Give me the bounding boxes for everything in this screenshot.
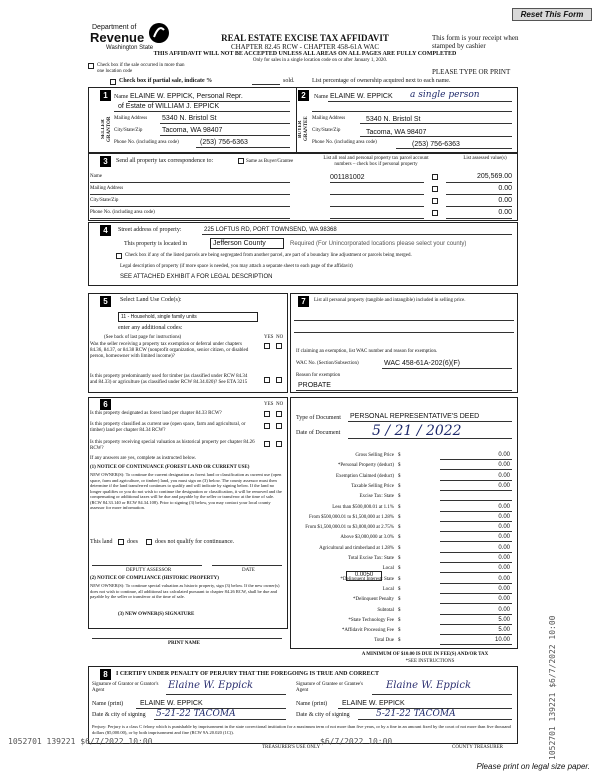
tax-row-label: Above $3,000,000 at 3.0% (340, 535, 394, 541)
seller-city-label: City/State/Zip (114, 128, 143, 133)
multi-location-checkbox[interactable] (88, 63, 94, 69)
reason-label: Reason for exemption (296, 373, 341, 378)
tax-row-value[interactable]: 5.00 (498, 616, 510, 623)
no-header: NO (276, 335, 284, 340)
dollar-sign: $ (398, 453, 401, 458)
pp-line-2 (294, 332, 514, 333)
buyer-city[interactable]: Tacoma, WA 98407 (366, 129, 427, 136)
historic-question: Is this property receiving special valuation as historical property per chapter 84.26 RCW? (90, 440, 255, 451)
tax-row-line (440, 603, 512, 604)
tax-row-value[interactable]: 0.00 (498, 462, 510, 469)
assessed-value[interactable]: 0.00 (498, 197, 512, 204)
send-correspondence-label: Send all property tax correspondence to: (116, 158, 214, 164)
tax-row-value[interactable]: 5.00 (498, 627, 510, 634)
seller-mail[interactable]: 5340 N. Bristol St (162, 115, 217, 122)
historic-no-checkbox[interactable] (276, 441, 282, 447)
tax-row-value[interactable]: 0.00 (498, 596, 510, 603)
deputy-date-line (212, 565, 282, 566)
seller-side-label: SELLER GRANTOR (101, 116, 112, 142)
tax-row-line (440, 562, 512, 563)
exemption-no-checkbox[interactable] (276, 343, 282, 349)
seller-mail-label: Mailing Address (114, 116, 148, 121)
tax-row-label: Local (382, 566, 394, 572)
dollar-sign: $ (398, 607, 401, 613)
treasurer-use-label: TREASURER'S USE ONLY (262, 745, 321, 750)
tax-row-line (440, 469, 512, 470)
street-address[interactable]: 225 LOFTUS RD, PORT TOWNSEND, WA 98368 (204, 227, 337, 233)
buyer-phone[interactable]: (253) 756-6363 (412, 141, 460, 148)
personal-property-checkbox[interactable] (432, 186, 438, 192)
partial-sale-label: Check box if partial sale, indicate % (119, 78, 213, 84)
street-label: Street address of property: (118, 227, 182, 233)
tax-row-line (440, 459, 512, 460)
grantor-name-label: Name (print) (92, 701, 124, 707)
tax-row-label: Excise Tax: State (359, 494, 394, 500)
local-rate-value[interactable]: 0.0050 (346, 571, 382, 581)
receipt-note: This form is your receipt when stamped by cashier (432, 34, 519, 50)
dor-logo-icon (148, 22, 170, 44)
assessed-value[interactable]: 0.00 (498, 185, 512, 192)
seller-name2-line (114, 111, 290, 112)
tax-row-value[interactable]: 0.00 (498, 585, 510, 592)
tax-row-line (440, 531, 512, 532)
tax-row-label: Taxable Selling Price (351, 483, 394, 489)
tax-row-label: Total Due (374, 638, 394, 644)
section-1-badge: 1 (100, 90, 111, 101)
tax-row-value[interactable]: 0.00 (498, 472, 510, 479)
grantee-name-label: Name (print) (296, 701, 328, 707)
tax-row-line (440, 500, 512, 501)
corr-mail-label: Mailing Address (90, 186, 124, 191)
tax-row-label: *Personal Property (deduct) (337, 463, 394, 469)
tax-row-line (440, 583, 512, 584)
reason-line (296, 390, 512, 391)
tax-row-line (440, 490, 512, 491)
doc-date-value[interactable]: 5 / 21 / 2022 (372, 423, 462, 439)
buyer-name-hand: a single person (410, 90, 480, 100)
corr-city-line (90, 206, 290, 207)
recording-stamp-left: 1052701 139221 $6/7/2022 10:00 (8, 737, 153, 746)
land-use-label: Select Land Use Code(s): (120, 297, 182, 303)
doc-date-label: Date of Document (296, 430, 341, 436)
grantee-date-city-label: Date & city of signing (296, 712, 350, 718)
corr-name-label: Name (90, 174, 102, 179)
seller-mail-line (160, 123, 290, 124)
grantee-name-print[interactable]: ELAINE W. EPPICK (342, 700, 405, 707)
notice-compliance-text: NEW OWNER(S): To continue special valuation as historic property, sign (3) below. If the new owner(s) does not wish to continue, all additional tax calculated pursuant to chapter 84.26 RCW, shall be due and payable by the seller or transferor at the time of sale. (90, 583, 280, 599)
segregated-note: Check box if any of the listed parcels are being segregated from another parcel, are part of a boundary line adjustment or parcels being merged. (125, 253, 412, 258)
section-7-badge: 7 (298, 296, 309, 307)
recording-stamp-right: 1052701 139221 $6/7/2022 10:00 (548, 615, 557, 760)
forest-yes-checkbox[interactable] (264, 411, 270, 417)
seller-phone[interactable]: (253) 756-6363 (200, 139, 248, 146)
tax-row-label: *Delinquent Interest: State (340, 576, 394, 582)
buyer-phone-label: Phone No. (including area code) (312, 140, 377, 145)
personal-property-checkbox[interactable] (432, 174, 438, 180)
type-note: PLEASE TYPE OR PRINT (432, 68, 511, 76)
historic-yes-checkbox[interactable] (264, 441, 270, 447)
same-as-buyer-checkbox[interactable] (238, 158, 244, 164)
does-not-checkbox[interactable] (146, 539, 152, 545)
dollar-sign: $ (398, 545, 401, 551)
tax-row-value[interactable]: 0.00 (498, 534, 510, 541)
personal-property-list-label: List all personal property (tangible and intangible) included in selling price. (314, 298, 466, 303)
buyer-mail[interactable]: 5340 N. Bristol St (366, 116, 421, 123)
new-owner-sig-line (92, 638, 282, 639)
partial-sale-checkbox[interactable] (110, 79, 116, 85)
form-title: REAL ESTATE EXCISE TAX AFFIDAVIT (221, 33, 389, 43)
tax-row-value[interactable]: 0.00 (498, 503, 510, 510)
dollar-sign: $ (398, 566, 401, 572)
forest-no-checkbox[interactable] (276, 411, 282, 417)
notice-compliance-title: (2) NOTICE OF COMPLIANCE (HISTORIC PROPERTY) (90, 576, 219, 581)
parcel-line (330, 194, 424, 195)
corr-phone-line (90, 218, 290, 219)
tax-row-line (440, 572, 512, 573)
tax-row-line (440, 614, 512, 615)
segregated-checkbox[interactable] (116, 253, 122, 259)
no-header-6: NO (276, 402, 284, 407)
seller-name-label: Name (114, 94, 129, 100)
tax-row-value[interactable]: 0.00 (498, 544, 510, 551)
corr-city-label: City/State/Zip (90, 198, 119, 203)
tax-row-line (440, 634, 512, 635)
claim-exemption-label: If claiming an exemption, list WAC number and reason for exemption. (296, 349, 438, 354)
current-use-question: Is this property classified as current use (open space, farm and agricultural, or timber) land per chapter 84.34 RCW? (90, 422, 246, 433)
parcel-line (330, 218, 424, 219)
yes-header: YES (264, 335, 274, 340)
doc-type-label: Type of Document (296, 415, 341, 421)
section-2-badge: 2 (298, 90, 309, 101)
tax-row-value[interactable]: 0.00 (498, 524, 510, 531)
value-header: List assessed value(s) (463, 156, 507, 161)
perjury-note: Perjury: Perjury is a class C felony which is punishable by imprisonment in the state correctional institution for a maximum term of not more than five years, or by a fine in an amount fixed by the court of not more than five thousand dollars ($5,000.00), or by both imprisonment and fine (RCW 9A.20.020 (1C)). (92, 724, 511, 735)
value-line (446, 218, 512, 219)
value-line (446, 182, 512, 183)
dollar-sign: $ (398, 597, 401, 603)
tax-row-value[interactable]: 0.00 (498, 452, 510, 458)
form-sub-warning: Only for sales in a single location code on or after January 1, 2020. (252, 58, 388, 63)
print-name-label: PRINT NAME (168, 641, 200, 646)
buyer-phone-line (396, 148, 512, 149)
section-5-badge: 5 (100, 296, 111, 307)
tax-row-label: Exemption Claimed (deduct) (335, 473, 394, 479)
exemption-question: Was the seller receiving a property tax exemption or deferral under chapters 84.36, 84.37, or 84.38 RCW (nonprofit organization, senior citizen, or disabled person, homeowner with limited income)? (90, 342, 249, 359)
deputy-assessor-label: DEPUTY ASSESSOR (126, 568, 172, 573)
legal-paper-note: Please print on legal size paper. (476, 762, 590, 771)
sig-grantor-label: Signature of Grantor or Grantor's Agent (92, 682, 159, 693)
dor-logo (90, 24, 180, 54)
tax-row-label: *Delinquent Penalty (353, 597, 394, 603)
legal-note: Legal description of property (if more space is needed, you may attach a separate sheet to each page of the affidavit) (120, 264, 353, 269)
tax-row-value[interactable]: 0.00 (498, 565, 510, 572)
form-warning: THIS AFFIDAVIT WILL NOT BE ACCEPTED UNLESS ALL AREAS ON ALL PAGES ARE FULLY COMPLETED (153, 51, 457, 57)
multi-location-label: Check box if the sale occurred in more than one location code (97, 63, 185, 74)
tax-row-line (440, 644, 512, 645)
buyer-name-line (328, 101, 512, 102)
timber-no-checkbox[interactable] (276, 377, 282, 383)
buyer-name-1[interactable]: ELAINE W. EPPICK (330, 93, 393, 100)
buyer-name2-line (312, 111, 512, 112)
wac-number[interactable]: WAC 458-61A-202(6)(F) (384, 360, 460, 367)
tax-row-value[interactable]: 0.00 (498, 575, 510, 582)
sold-label: sold. (283, 78, 295, 84)
tax-row-value[interactable]: 0.00 (498, 606, 510, 613)
dollar-sign: $ (398, 483, 401, 489)
current-use-yes-checkbox[interactable] (264, 423, 270, 429)
dept-name: Revenue (90, 30, 145, 45)
dollar-sign: $ (398, 638, 401, 644)
seller-phone-label: Phone No. (including area code) (114, 140, 179, 145)
county-treasurer-label: COUNTY TREASURER (452, 745, 503, 750)
section-8-badge: 8 (100, 669, 111, 680)
tax-row-label: Subtotal (377, 607, 394, 613)
notice-continuance-title: (1) NOTICE OF CONTINUANCE (FOREST LAND OR CURRENT USE) (90, 465, 250, 470)
buyer-city-line (360, 136, 512, 137)
value-line (446, 194, 512, 195)
if-any-yes: If any answers are yes, complete as instructed below. (90, 456, 197, 461)
dollar-sign: $ (398, 463, 401, 469)
seller-name-2[interactable]: of Estate of WILLIAM J. EPPICK (118, 103, 220, 110)
land-use-select[interactable]: 11 - Household, single family units (118, 312, 258, 322)
dollar-sign: $ (398, 514, 401, 520)
sig-grantee-label: Signature of Grantee or Grantee's Agent (296, 682, 363, 693)
assessed-value[interactable]: 205,569.00 (476, 173, 512, 180)
tax-row-line (440, 593, 512, 594)
dollar-sign: $ (398, 535, 401, 541)
personal-property-checkbox[interactable] (432, 198, 438, 204)
tax-row-label: *Affidavit Processing Fee (341, 628, 394, 634)
parcel-line (330, 206, 424, 207)
tax-row-label: Local (382, 586, 394, 592)
dollar-sign: $ (398, 494, 401, 500)
reason-value[interactable]: PROBATE (298, 382, 331, 389)
grantee-signature[interactable]: Elaine W. Eppick (386, 680, 472, 691)
doc-type-line (348, 421, 512, 422)
dollar-sign: $ (398, 628, 401, 634)
tax-row-label: From $1,500,000.01 to $3,000,000 at 2.75% (305, 525, 394, 531)
parcel-line (330, 182, 424, 183)
corr-phone-label: Phone No. (including area code) (90, 210, 155, 215)
tax-row-label: From $500,000.01 to $1,500,000 at 1.28% (309, 514, 394, 520)
section-3-badge: 3 (100, 156, 111, 167)
certify-statement: I CERTIFY UNDER PENALTY OF PERJURY THAT THE FOREGOING IS TRUE AND CORRECT (116, 671, 379, 677)
tax-row-line (440, 541, 512, 542)
wac-label: WAC No. (Section/Subsection) (296, 361, 359, 366)
tax-row-label: Less than $500,000.01 at 1.1% (332, 504, 394, 510)
doc-date-line (348, 438, 512, 439)
does-checkbox[interactable] (118, 539, 124, 545)
wac-line (382, 368, 512, 369)
legal-description[interactable]: SEE ATTACHED EXHIBIT A FOR LEGAL DESCRIPTION (120, 274, 273, 280)
new-owner-signature-label: (3) NEW OWNER(S) SIGNATURE (118, 612, 195, 617)
personal-property-checkbox[interactable] (432, 210, 438, 216)
notice-continuance-text: NEW OWNER(S): To continue the current designation as forest land or classification as current use (open space, farm and agriculture, or timber) land, you must sign on (3) below. The county assessor must then determine if the land transferred continues to qualify and will indicate by signing below. If the land no longer qualifies or you do not wish to continue the designation or classification, it will be removed and the compensating or additional taxes will be due and payable by the seller or transferor at the time of sale. (RCW 84.33.140 or RCW 84.34.108). Prior to signing (3) below, you may contact your local county assessor for more information. (90, 472, 282, 510)
does-label: does (127, 539, 138, 545)
additional-codes-label: enter any additional codes: (118, 325, 183, 331)
grantor-date-city[interactable]: 5-21-22 TACOMA (156, 709, 236, 719)
see-back-note: (See back of last page for instructions) (104, 335, 182, 340)
form-chapter: CHAPTER 82.45 RCW - CHAPTER 458-61A WAC (230, 43, 380, 51)
timber-yes-checkbox[interactable] (264, 377, 270, 383)
does-not-label: does not qualify for continuance. (155, 539, 235, 545)
corr-mail-line (90, 194, 290, 195)
grantor-sig-line (166, 694, 286, 695)
seller-phone-line (196, 147, 290, 148)
tax-row-value[interactable]: 0.00 (498, 482, 510, 489)
county-required-note: Required (For Unincorporated locations please select your county) (290, 241, 467, 247)
partial-pct-line (252, 84, 280, 85)
list-pct-label: List percentage of ownership acquired next to each name. (312, 78, 451, 84)
tax-row-line (440, 521, 512, 522)
tax-row-line (440, 624, 512, 625)
county-select[interactable]: Jefferson County (210, 238, 284, 249)
dollar-sign: $ (398, 473, 401, 479)
tax-row-value[interactable]: 0.00 (498, 555, 510, 561)
doc-type-value[interactable]: PERSONAL REPRESENTATIVE'S DEED (350, 413, 480, 420)
deputy-date-label: DATE (242, 568, 255, 573)
tax-row-label: *State Technology Fee (348, 617, 394, 623)
grantee-date-line (358, 719, 512, 720)
seller-name-line (128, 101, 290, 102)
grantor-signature[interactable]: Elaine W. Eppick (168, 680, 254, 691)
seller-city[interactable]: Tacoma, WA 98407 (162, 127, 223, 134)
dollar-sign: $ (398, 617, 401, 623)
dept-sub: Washington State (106, 45, 154, 51)
grantor-date-city-label: Date & city of signing (92, 712, 146, 718)
section-6-badge: 6 (100, 399, 111, 410)
tax-row-label: Agricultural and timberland at 1.28% (319, 545, 394, 551)
current-use-no-checkbox[interactable] (276, 423, 282, 429)
tax-row-value[interactable]: 10.00 (494, 637, 510, 644)
dollar-sign: $ (398, 556, 401, 561)
dollar-sign: $ (398, 504, 401, 510)
minimum-note: A MINIMUM OF $10.00 IS DUE IN FEE(S) AND/OR TAX (361, 652, 489, 657)
dept-line: Department of (92, 24, 137, 31)
dollar-sign: $ (398, 525, 401, 531)
tax-row-label: Gross Selling Price (355, 453, 394, 458)
yes-header-6: YES (264, 402, 274, 407)
section-4-badge: 4 (100, 225, 111, 236)
grantor-name-print[interactable]: ELAINE W. EPPICK (140, 700, 203, 707)
tax-row-line (440, 511, 512, 512)
seller-city-line (160, 135, 290, 136)
pp-line-1 (294, 320, 514, 321)
tax-row-line (440, 552, 512, 553)
timber-question: Is this property predominantly used for timber (as classified under RCW 84.34 and 84.33) or agriculture (as classified under RCW 84.34.020)? See ETA 3215 (90, 374, 248, 385)
tax-row-value[interactable]: 0.00 (498, 513, 510, 520)
forest-question: Is this property designated as forest land per chapter 84.33 RCW? (90, 411, 222, 416)
reset-form-button[interactable]: Reset This Form (512, 8, 592, 21)
buyer-city-label: City/State/Zip (312, 128, 341, 133)
divider-1 (296, 88, 297, 153)
deputy-line (92, 565, 202, 566)
same-as-buyer-label: Same as Buyer/Grantee (246, 159, 294, 164)
dollar-sign: $ (398, 586, 401, 592)
corr-name-line (90, 182, 290, 183)
recording-stamp-mid: $6/7/2022 10:00 (320, 737, 393, 746)
buyer-mail-label: Mailing Address (312, 116, 346, 121)
grantee-date-city[interactable]: 5-21-22 TACOMA (376, 709, 456, 719)
buyer-name-label: Name (314, 94, 329, 100)
grantee-sig-line (372, 694, 512, 695)
buyer-mail-line (360, 123, 512, 124)
value-line (446, 206, 512, 207)
seller-name-1[interactable]: ELAINE W. EPPICK, Personal Repr. (130, 93, 243, 100)
this-land-label: This land (90, 539, 113, 545)
assessed-value[interactable]: 0.00 (498, 209, 512, 216)
parcel-header: List all real and personal property tax parcel account numbers – check box if personal property (323, 156, 429, 167)
dollar-sign: $ (398, 576, 401, 582)
exemption-yes-checkbox[interactable] (264, 343, 270, 349)
grantor-date-line (154, 719, 286, 720)
located-label: This property is located in (124, 241, 187, 247)
street-line (202, 234, 512, 235)
tax-row-line (440, 480, 512, 481)
see-instructions: *SEE INSTRUCTIONS (405, 659, 455, 664)
parcel-number[interactable]: 001181002 (330, 174, 365, 181)
tax-row-label: Total Excise Tax: State (347, 556, 394, 561)
buyer-side-label: BUYER GRANTEE (298, 116, 309, 142)
